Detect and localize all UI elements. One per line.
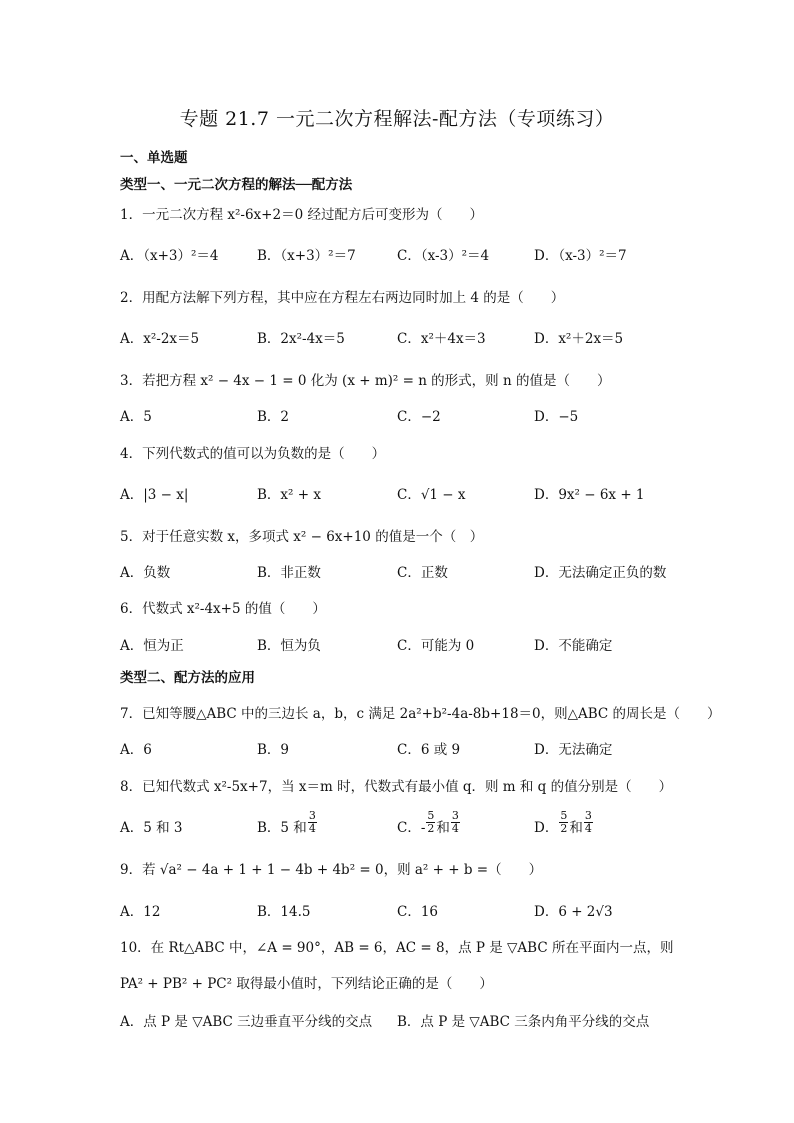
- option-b[interactable]: B．恒为负: [257, 638, 321, 654]
- option-a[interactable]: A．（x+3）²＝4: [120, 248, 219, 264]
- fraction-numerator: 3: [308, 809, 316, 822]
- option-d[interactable]: D．x²＋2x＝5: [534, 331, 624, 347]
- fraction-3-4: [308, 810, 317, 835]
- option-d[interactable]: D．不能确定: [534, 638, 613, 654]
- option-a[interactable]: A．5: [120, 409, 152, 425]
- option-a[interactable]: A．6: [120, 742, 152, 758]
- option-b[interactable]: [257, 810, 318, 835]
- option-b[interactable]: B．2: [257, 409, 290, 425]
- option-b[interactable]: B．（x+3）²＝7: [257, 248, 356, 264]
- option-c[interactable]: C．16: [397, 904, 439, 920]
- option-b-text: B．5 和: [257, 820, 307, 836]
- option-b[interactable]: B．9: [257, 742, 290, 758]
- option-b[interactable]: B．14.5: [257, 904, 311, 920]
- question-10-line-2: PA² + PB² + PC² 取得最小值时，下列结论正确的是（ ）: [120, 976, 493, 992]
- question-1: 1．一元二次方程 x²-6x+2＝0 经过配方后可变形为（ ）: [120, 207, 483, 223]
- option-c[interactable]: C．−2: [397, 409, 441, 425]
- option-c[interactable]: C．x²＋4x＝3: [397, 331, 486, 347]
- fraction-3-4: [451, 810, 460, 835]
- option-d[interactable]: D．6 + 2√3: [534, 904, 613, 920]
- question-5: 5．对于任意实数 x，多项式 x² − 6x+10 的值是一个（ ）: [120, 529, 484, 545]
- option-d-text: D．: [534, 820, 559, 836]
- option-d[interactable]: D．无法确定: [534, 742, 613, 758]
- question-3: 3．若把方程 x² − 4x − 1 = 0 化为 (x + m)² = n 的形式，则 n 的值是（ ）: [120, 373, 611, 389]
- option-a[interactable]: A．负数: [120, 565, 171, 581]
- option-a[interactable]: A．x²-2x＝5: [120, 331, 200, 347]
- type-heading-1: 类型一、一元二次方程的解法──配方法: [120, 177, 353, 193]
- option-a[interactable]: A．|3 − x|: [120, 487, 189, 503]
- fraction-denominator: 4: [584, 822, 592, 835]
- option-b[interactable]: B．2x²-4x＝5: [257, 331, 345, 347]
- question-10: 10．在 Rt△ABC 中，∠A = 90°，AB = 6，AC = 8，点 P 是 ▽ABC 所在平面内一点，则: [120, 940, 674, 956]
- option-d[interactable]: D．无法确定正负的数: [534, 565, 667, 581]
- fraction-numerator: 5: [560, 809, 568, 822]
- fraction-3-4: [584, 810, 593, 835]
- fraction-5-2: [426, 810, 435, 835]
- question-7: 7．已知等腰△ABC 中的三边长 a，b，c 满足 2a²+b²-4a-8b+18＝0，则△ABC 的周长是（ ）: [120, 706, 721, 722]
- question-4: 4．下列代数式的值可以为负数的是（ ）: [120, 446, 386, 462]
- page-title: 专题 21.7 一元二次方程解法-配方法（专项练习）: [179, 108, 615, 130]
- option-c[interactable]: C．6 或 9: [397, 742, 461, 758]
- section-heading: 一、单选题: [120, 150, 188, 166]
- question-6: 6．代数式 x²-4x+5 的值（ ）: [120, 601, 326, 617]
- option-a[interactable]: A．恒为正: [120, 638, 184, 654]
- question-8: 8．已知代数式 x²-5x+7，当 x＝m 时，代数式有最小值 q．则 m 和 q 的值分别是（ ）: [120, 779, 673, 795]
- option-d[interactable]: [534, 810, 594, 835]
- fraction-5-2: [559, 810, 568, 835]
- and-text: 和: [436, 820, 450, 836]
- fraction-denominator: 4: [451, 822, 459, 835]
- option-d[interactable]: D．−5: [534, 409, 579, 425]
- option-a[interactable]: A．点 P 是 ▽ABC 三边垂直平分线的交点: [120, 1014, 373, 1030]
- option-c[interactable]: C．（x-3）²＝4: [397, 248, 490, 264]
- fraction-numerator: 3: [584, 809, 592, 822]
- option-d[interactable]: D．9x² − 6x + 1: [534, 487, 645, 503]
- type-heading-2: 类型二、配方法的应用: [120, 670, 255, 686]
- option-b[interactable]: B．点 P 是 ▽ABC 三条内角平分线的交点: [397, 1014, 650, 1030]
- option-b[interactable]: B．x² + x: [257, 487, 321, 503]
- option-d[interactable]: D．（x-3）²＝7: [534, 248, 627, 264]
- option-c[interactable]: C．正数: [397, 565, 448, 581]
- fraction-denominator: 2: [427, 822, 435, 835]
- option-c[interactable]: C．√1 − x: [397, 487, 466, 503]
- option-c[interactable]: [397, 810, 461, 835]
- option-b[interactable]: B．非正数: [257, 565, 321, 581]
- option-c-text: C．-: [397, 820, 426, 836]
- and-text: 和: [569, 820, 583, 836]
- fraction-denominator: 4: [308, 822, 316, 835]
- fraction-numerator: 3: [451, 809, 459, 822]
- fraction-denominator: 2: [560, 822, 568, 835]
- option-a[interactable]: A．5 和 3: [120, 820, 183, 836]
- option-c[interactable]: C．可能为 0: [397, 638, 475, 654]
- fraction-numerator: 5: [427, 809, 435, 822]
- question-2: 2．用配方法解下列方程，其中应在方程左右两边同时加上 4 的是（ ）: [120, 290, 565, 306]
- option-a[interactable]: A．12: [120, 904, 161, 920]
- question-9: 9．若 √a² − 4a + 1 + 1 − 4b + 4b² = 0，则 a² + + b =（ ）: [120, 862, 543, 878]
